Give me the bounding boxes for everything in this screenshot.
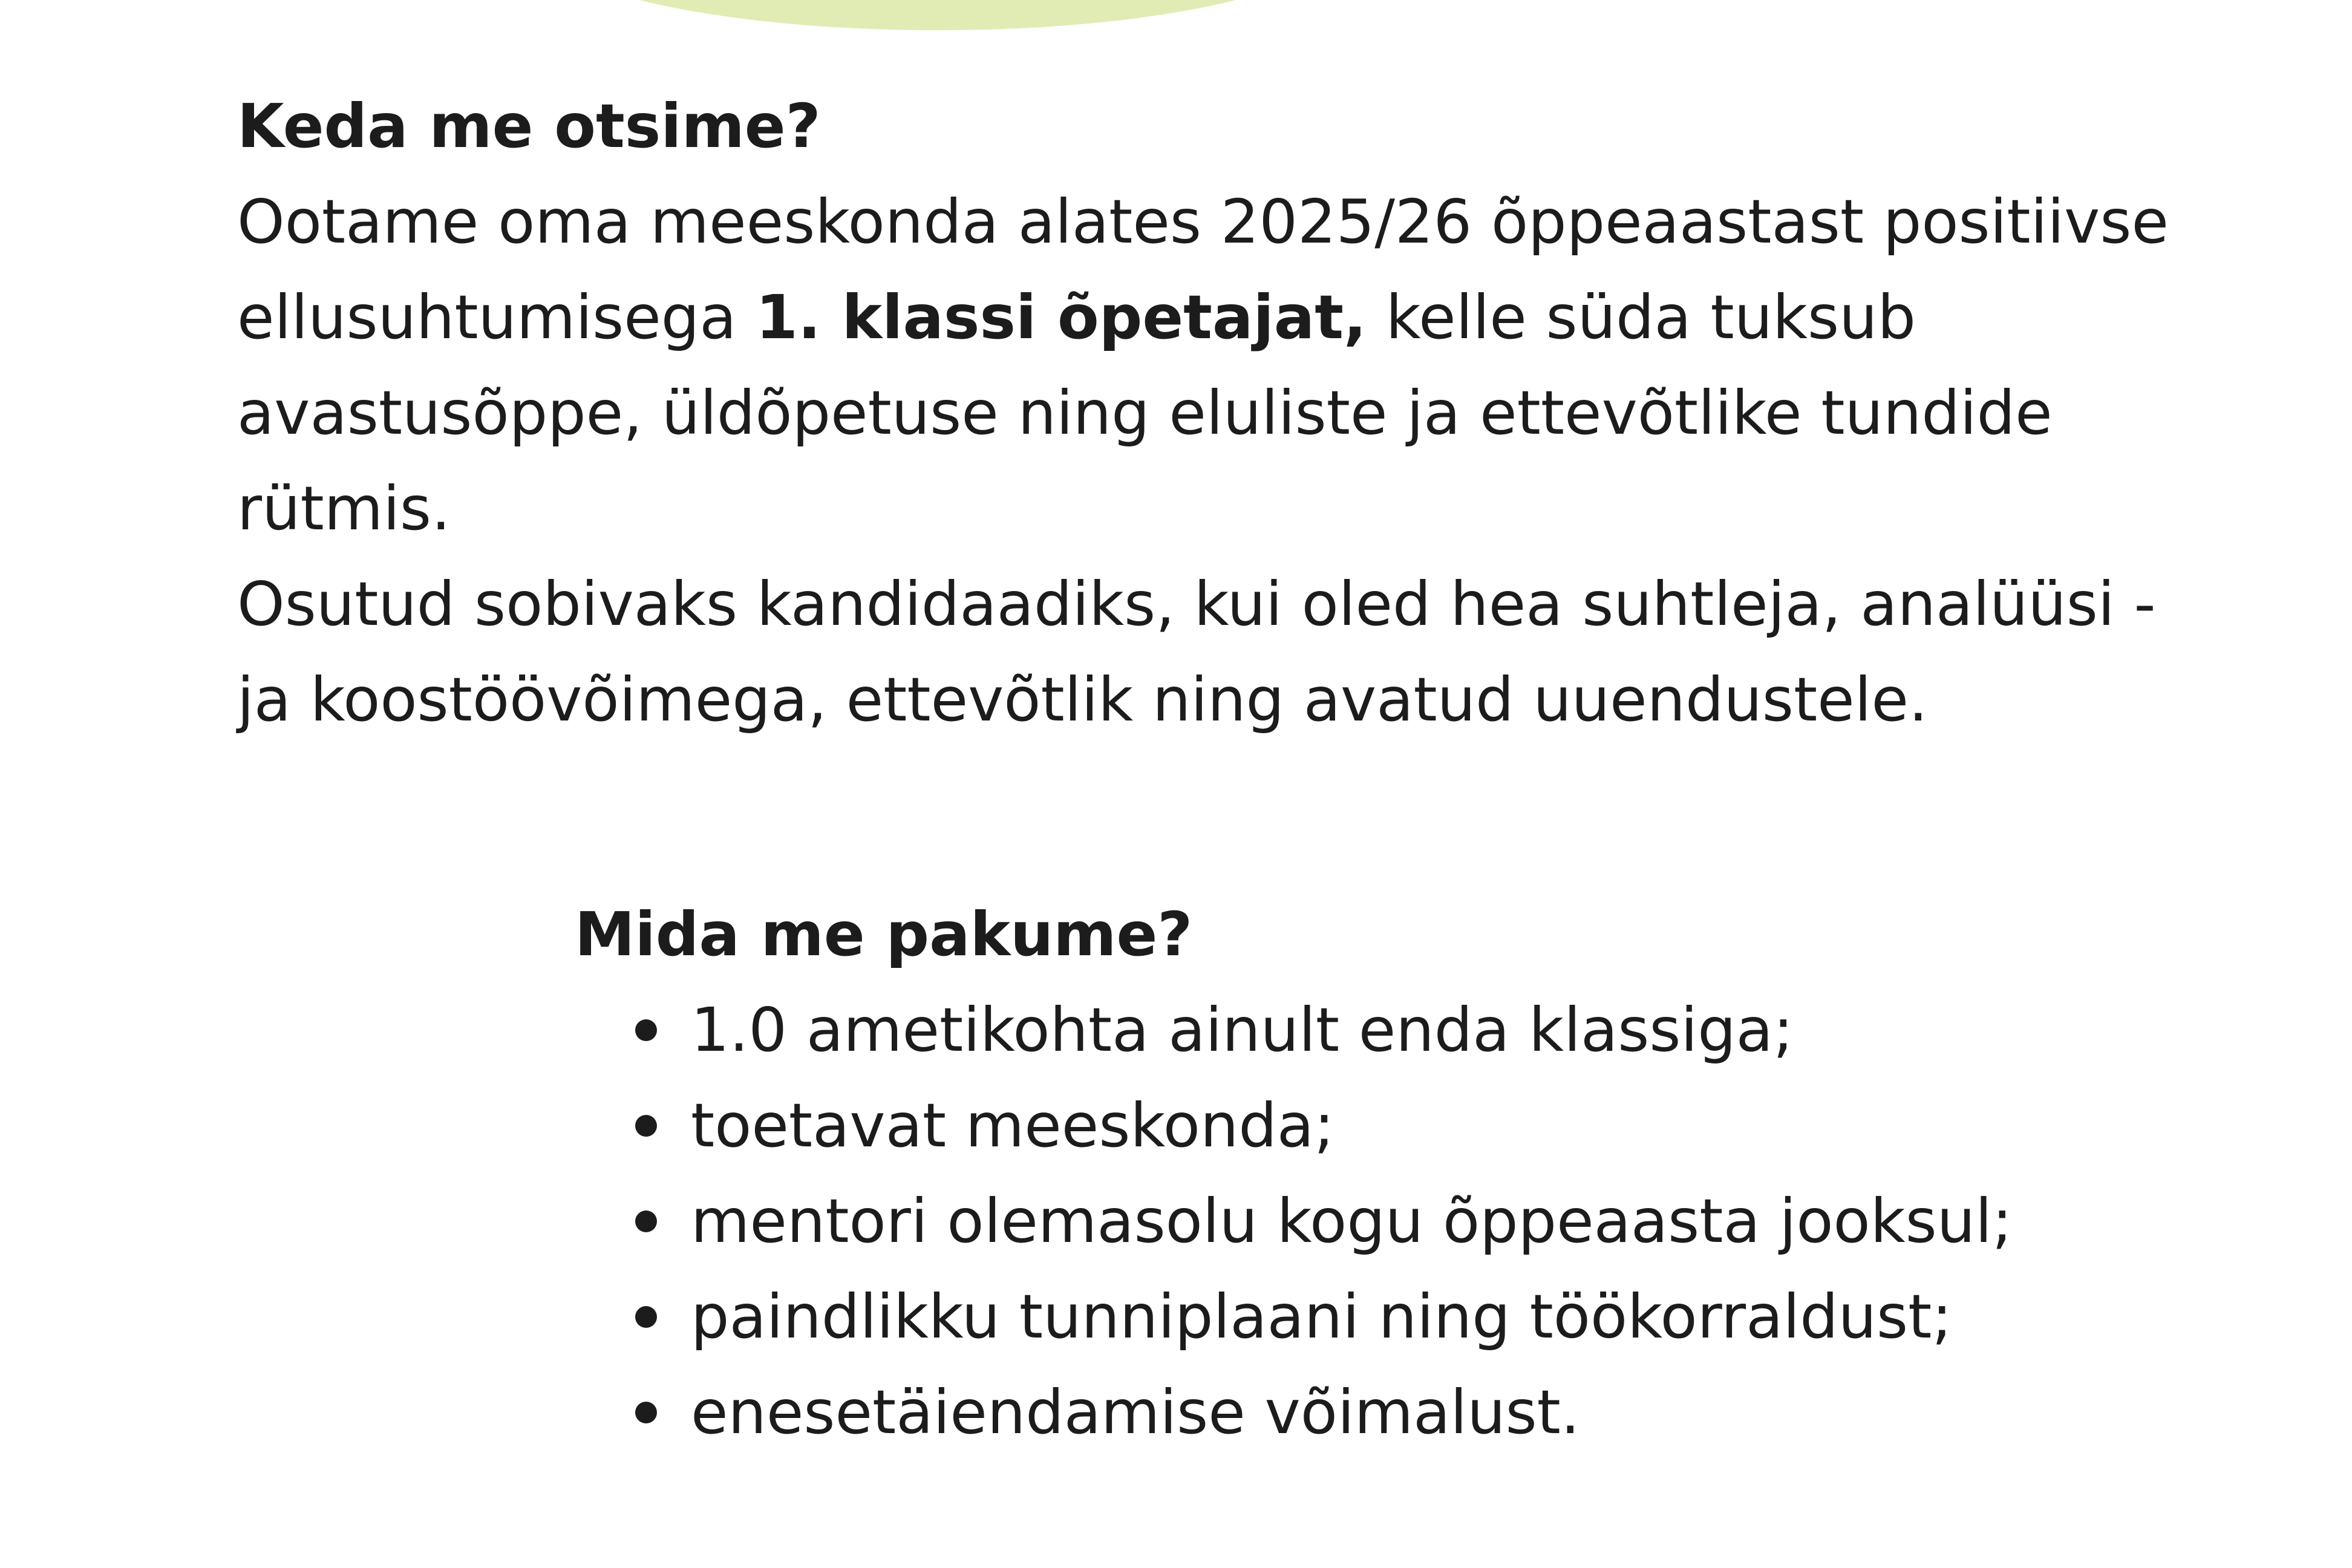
benefit-text: enesetäiendamise võimalust. bbox=[691, 1377, 1580, 1448]
benefit-item bbox=[575, 1365, 2208, 1460]
benefit-text: toetavat meeskonda; bbox=[691, 1090, 1334, 1161]
benefit-item bbox=[575, 982, 2208, 1078]
bullet-icon bbox=[635, 1306, 657, 1328]
bullet-icon bbox=[635, 1210, 657, 1232]
bullet-icon bbox=[635, 1019, 657, 1041]
what-we-offer-section bbox=[575, 887, 2208, 1460]
intro-text-start: Ootame oma meeskonda alates 2025/26 õppeaastast positiivse ellusuhtumisega bbox=[237, 186, 2169, 353]
bullet-icon bbox=[635, 1402, 657, 1423]
benefit-item bbox=[575, 1078, 2208, 1174]
candidate-paragraph: Osutud sobivaks kandidaadiks, kui oled hea suhtleja, analüüsi -ja koostöövõimega, ettevõtlik ning avatud uuendustele. bbox=[237, 569, 2156, 735]
benefit-text: mentori olemasolu kogu õppeaasta jooksul; bbox=[691, 1186, 2013, 1256]
benefits-list bbox=[575, 982, 2208, 1460]
who-we-seek-section bbox=[237, 79, 2173, 748]
position-title: 1. klassi õpetajat, bbox=[756, 282, 1367, 353]
intro-paragraph bbox=[237, 174, 2173, 557]
who-we-seek-heading: Keda me otsime? bbox=[237, 91, 821, 162]
what-we-offer-heading: Mida me pakume? bbox=[575, 899, 1193, 970]
decorative-green-shape bbox=[532, 0, 1343, 30]
bullet-icon bbox=[635, 1115, 657, 1137]
benefit-item bbox=[575, 1174, 2208, 1269]
intro-text-end: kelle süda tuksub avastusõppe, üldõpetuse ning eluliste ja ettevõtlike tundide rütmis. bbox=[237, 282, 2053, 544]
benefit-text: 1.0 ametikohta ainult enda klassiga; bbox=[691, 995, 1794, 1065]
benefit-item bbox=[575, 1269, 2208, 1365]
benefit-text: paindlikku tunniplaani ning töökorraldust; bbox=[691, 1281, 1953, 1352]
